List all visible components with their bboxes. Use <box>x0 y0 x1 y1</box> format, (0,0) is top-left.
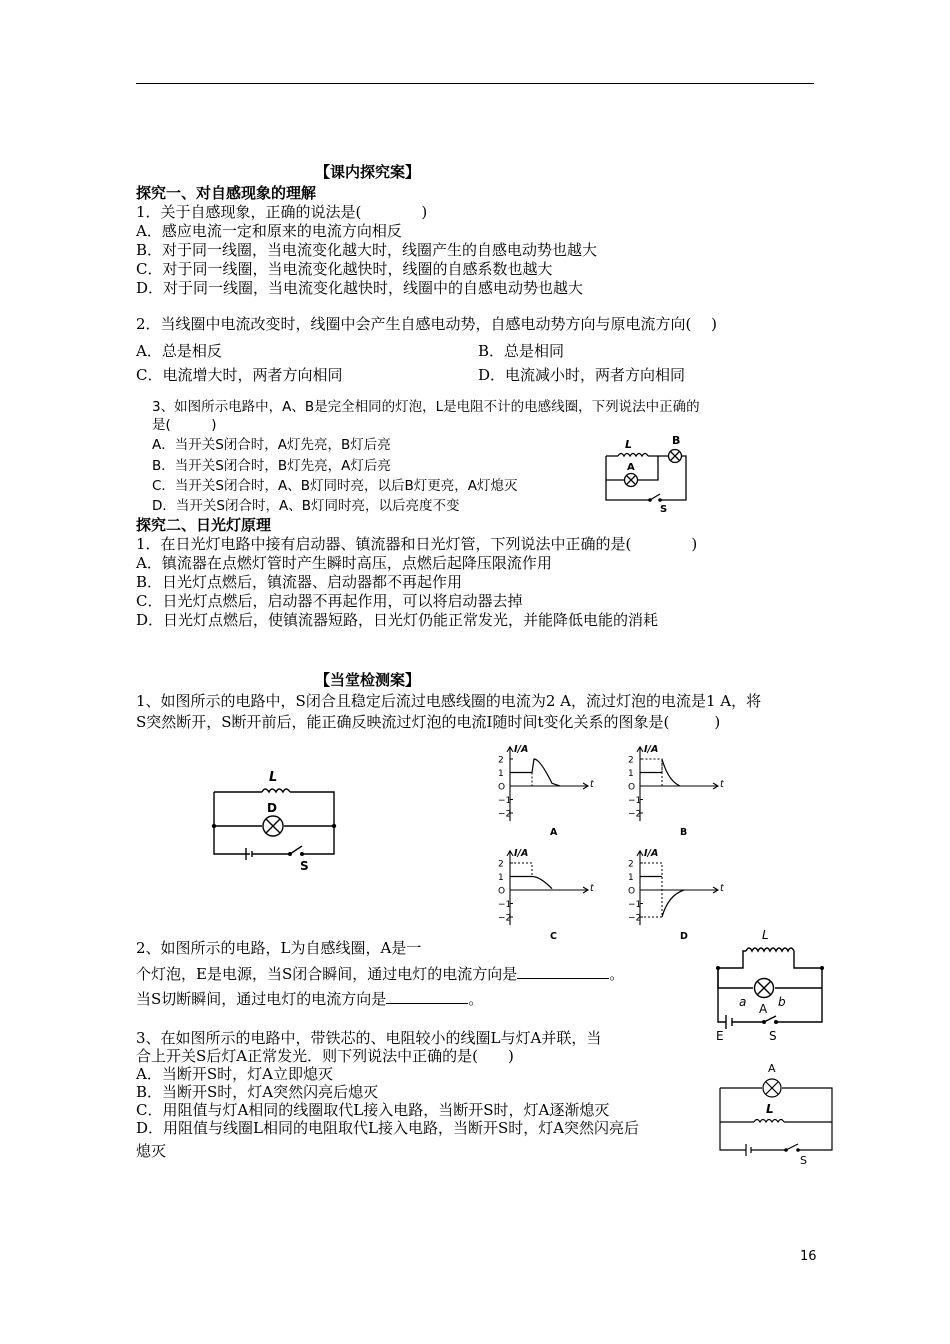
q3-fig-label-b: B <box>672 434 681 447</box>
s2-q3-fig-label-s: S <box>800 1154 807 1167</box>
s2-q2-fig-label-a-lower: a <box>739 995 747 1009</box>
s2-q1-graphs <box>496 742 736 942</box>
s2-q2-line3 <box>136 989 483 1009</box>
graph-b-y-label: I/A <box>644 743 659 755</box>
s2-q2-fig-label-l: L <box>762 928 769 942</box>
page-number: 16 <box>800 1249 817 1264</box>
q1-option-c: C．对于同一线圈，当电流变化越快时，线圈的自感系数也越大 <box>136 260 553 278</box>
graph-d-tick-label-2: O <box>628 886 636 897</box>
s2-q3-option-c: C．用阻值与灯A相同的线圈取代L接入电路，当断开S时，灯A逐渐熄灭 <box>136 1101 610 1119</box>
q3-circuit-diagram <box>598 434 694 515</box>
s2-q3-fig-label-l: L <box>766 1102 774 1116</box>
graph-a-tick-label-4: −2 <box>498 809 512 820</box>
q1-stem: 1．关于自感现象，正确的说法是( ) <box>136 203 428 221</box>
s2-q3-line1: 3、在如图所示的电路中，带铁芯的、电阻较小的线圈L与灯A并联，当 <box>136 1029 602 1047</box>
graph-d-x-label: t <box>720 883 724 894</box>
q4-option-c: C．日光灯点燃后，启动器不再起作用，可以将启动器去掉 <box>136 592 523 610</box>
s2-q3-option-a: A．当断开S时，灯A立即熄灭 <box>136 1065 333 1083</box>
q3-option-d: D．当开关S闭合时，A、B灯同时亮，以后亮度不变 <box>152 498 460 514</box>
q1-option-a: A．感应电流一定和原来的电流方向相反 <box>136 222 402 240</box>
s2-q2-blank-1[interactable] <box>517 964 609 979</box>
graph-b-tick-label-1: 1 <box>628 769 634 779</box>
s2-q2-line2-text: 个灯泡，E是电源，当S闭合瞬间，通过电灯的电流方向是 <box>136 965 518 983</box>
s2-q2-line3-end: 。 <box>468 990 484 1008</box>
q4-option-a: A．镇流器在点燃灯管时产生瞬时高压，点燃后起降压限流作用 <box>136 554 552 572</box>
q2-option-b: B．总是相同 <box>478 342 565 360</box>
section-title-check: 【当堂检测案】 <box>315 671 421 689</box>
graph-d-label: D <box>680 931 688 943</box>
graph-b-curve <box>640 759 680 786</box>
s2-q1-line1: 1、如图所示的电路中，S闭合且稳定后流过电感线圈的电流为2 A，流过灯泡的电流是1 A，将 <box>136 692 762 710</box>
s2-q2-fig-label-s: S <box>769 1029 777 1043</box>
graph-a-label: A <box>550 827 558 839</box>
graph-c-y-label: I/A <box>514 847 529 859</box>
graph-c-tick-label-3: −1 <box>498 900 512 910</box>
s2-q2-line3-text: 当S切断瞬间，通过电灯的电流方向是 <box>136 990 387 1008</box>
s2-q3-circuit-diagram <box>716 1062 838 1167</box>
s2-q2-circuit-diagram <box>696 926 844 1042</box>
section-title-inquiry: 【课内探究案】 <box>315 163 421 181</box>
q2-option-a: A．总是相反 <box>136 342 222 360</box>
graph-a-y-label: I/A <box>514 743 529 755</box>
q3-option-c: C．当开关S闭合时，A、B灯同时亮，以后B灯更亮，A灯熄灭 <box>152 478 518 494</box>
s2-q2-line2 <box>136 964 624 984</box>
s2-q2-blank-2[interactable] <box>386 989 468 1004</box>
graph-b-tick-label-4: −2 <box>628 809 642 820</box>
s2-q2-line2-end: 。 <box>609 965 625 983</box>
s2-q2-line1: 2、如图所示的电路，L为自感线圈，A是一 <box>136 939 422 957</box>
graph-a-tick-label-1: 1 <box>498 769 504 779</box>
s2-q1-circuit-diagram <box>212 766 338 873</box>
s2-q2-fig-label-lamp: A <box>759 1002 768 1016</box>
s2-q3-line2: 合上开关S后灯A正常发光．则下列说法中正确的是( ) <box>136 1047 514 1065</box>
graph-d-y-label: I/A <box>644 847 659 859</box>
q1-option-d: D．对于同一线圈，当电流变化越快时，线圈中的自感电动势也越大 <box>136 279 584 297</box>
graph-b-label: B <box>680 827 688 839</box>
part1-title: 探究一、对自感现象的理解 <box>136 184 317 202</box>
graph-b-tick-label-2: O <box>628 782 636 793</box>
graph-c-tick-label-0: 2 <box>498 859 504 870</box>
q2-option-c: C．电流增大时，两者方向相同 <box>136 366 343 384</box>
q3-fig-label-s: S <box>660 504 668 515</box>
q3-stem: 3、如图所示电路中，A、B是完全相同的灯泡，L是电阻不计的电感线圈，下列说法中正确的 <box>152 399 700 415</box>
s2-q1-fig-label-l: L <box>269 770 278 785</box>
graph-c-label: C <box>550 931 557 943</box>
q3-option-a: A．当开关S闭合时，A灯先亮，B灯后亮 <box>152 437 391 453</box>
s2-q1-fig-label-d: D <box>267 801 277 815</box>
graph-c-tick-label-2: O <box>498 886 506 897</box>
graph-d-tick-label-0: 2 <box>628 859 634 870</box>
graph-d-tick-label-4: −2 <box>628 913 642 924</box>
s2-q3-option-d: D．用阻值与线圈L相同的电阻取代L接入电路，当断开S时，灯A突然闪亮后 <box>136 1119 640 1137</box>
s2-q1-line2: S突然断开，S断开前后，能正确反映流过灯泡的电流I随时间t变化关系的图象是( ) <box>136 713 721 731</box>
s2-q1-fig-label-s: S <box>300 859 309 873</box>
graph-c-tick-label-1: 1 <box>498 873 504 883</box>
s2-q3-option-b: B．当断开S时，灯A突然闪亮后熄灭 <box>136 1083 379 1101</box>
s2-q3-fig-label-a: A <box>768 1062 776 1075</box>
q3-fig-label-a: A <box>627 462 635 473</box>
s2-q2-fig-label-e: E <box>716 1029 724 1043</box>
graph-a-curve <box>510 759 560 786</box>
q4-option-d: D．日光灯点燃后，使镇流器短路，日光灯仍能正常发光，并能降低电能的消耗 <box>136 611 659 629</box>
graph-b-x-label: t <box>720 779 724 790</box>
s2-q3-tail: 熄灭 <box>136 1142 167 1160</box>
q4-stem: 1．在日光灯电路中接有启动器、镇流器和日光灯管，下列说法中正确的是( ) <box>136 535 698 553</box>
header-rule <box>136 83 814 84</box>
s2-q2-fig-label-b: b <box>778 995 786 1009</box>
q3-fig-label-l: L <box>625 438 633 451</box>
graph-c-curve <box>510 877 552 889</box>
graph-b-tick-label-3: −1 <box>628 796 642 806</box>
graph-d-tick-label-1: 1 <box>628 873 634 883</box>
q3-option-b: B．当开关S闭合时，B灯先亮，A灯后亮 <box>152 458 391 474</box>
q1-option-b: B．对于同一线圈，当电流变化越大时，线圈产生的自感电动势也越大 <box>136 241 598 259</box>
graph-a-x-label: t <box>590 779 594 790</box>
graph-a-tick-label-2: O <box>498 782 506 793</box>
q2-stem: 2．当线圈中电流改变时，线圈中会产生自感电动势，自感电动势方向与原电流方向( ) <box>136 315 718 333</box>
graph-a-tick-label-0: 2 <box>498 755 504 766</box>
graph-c-x-label: t <box>590 883 594 894</box>
q3-stem-2: 是( ) <box>152 417 217 433</box>
graph-a-tick-label-3: −1 <box>498 796 512 806</box>
q4-option-b: B．日光灯点燃后，镇流器、启动器都不再起作用 <box>136 573 463 591</box>
graph-c-tick-label-4: −2 <box>498 913 512 924</box>
part2-title: 探究二、日光灯原理 <box>136 516 272 534</box>
graph-d-tick-label-3: −1 <box>628 900 642 910</box>
graph-b-tick-label-0: 2 <box>628 755 634 766</box>
q2-option-d: D．电流减小时，两者方向相同 <box>478 366 686 384</box>
graph-c-dashed-guides <box>510 863 532 877</box>
